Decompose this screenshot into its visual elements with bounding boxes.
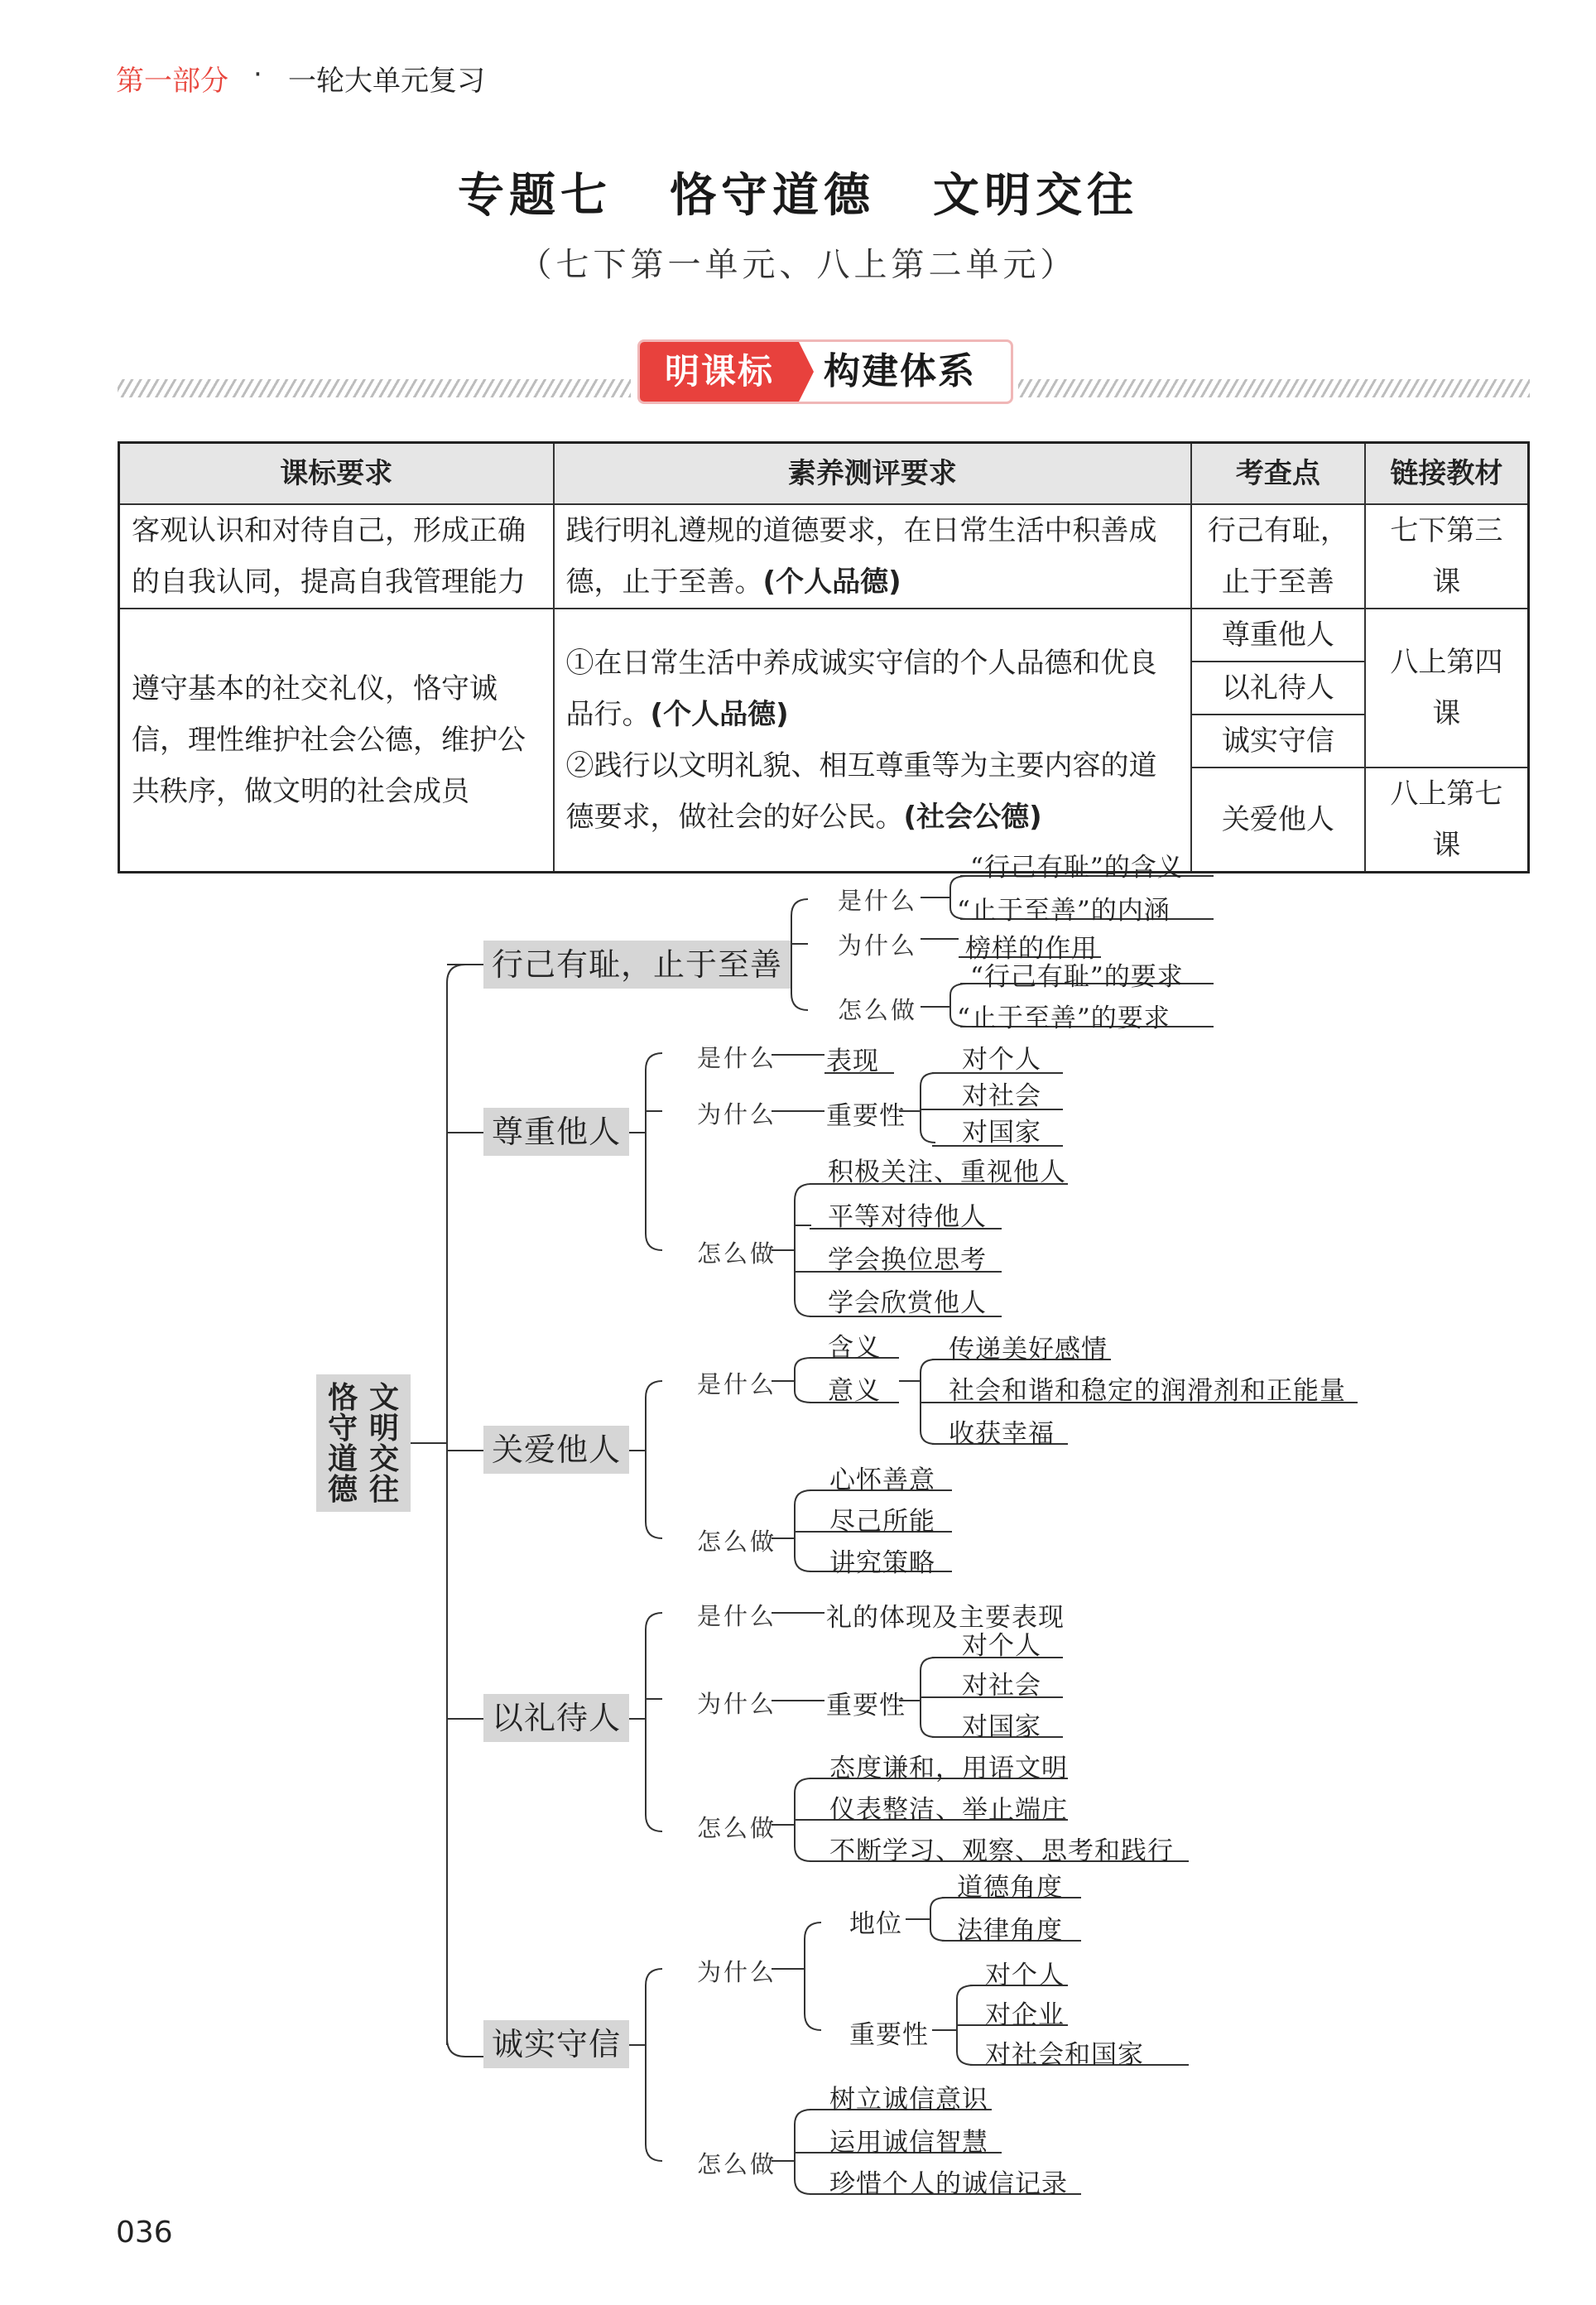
leaf-item: 尽己所能 — [829, 1507, 935, 1537]
page-subtitle: （七下第一单元、八上第二单元） — [518, 246, 1078, 284]
branch-label-why: 为什么 — [697, 1958, 777, 1986]
leaf-item: “止于至善”的要求 — [957, 1003, 1171, 1033]
leaf-item: 重要性 — [826, 1691, 906, 1720]
table-cell-requirement: 遵守基本的社交礼仪，恪守诚信，理性维护社会公德，维护公共秩序，做文明的社会成员 — [119, 609, 554, 873]
table-cell-book: 八上第七课 — [1365, 768, 1529, 873]
table-cell-book: 七下第三课 — [1365, 504, 1529, 609]
branch-label-what: 是什么 — [697, 1044, 777, 1072]
header-separator: · — [253, 58, 262, 91]
branch-label-how: 怎么做 — [697, 1814, 777, 1842]
leaf-item: 重要性 — [826, 1101, 906, 1131]
eval-tag: (个人品德) — [650, 698, 789, 731]
eval-text: ①在日常生活中养成诚实守信的个人品德和优良品行。 — [565, 647, 1157, 731]
leaf-item: 传递美好感情 — [949, 1335, 1108, 1364]
leaf-item: 树立诚信意识 — [829, 2085, 988, 2115]
mindmap-root — [316, 1374, 411, 1512]
root-text-a: 文明交往 — [368, 1381, 399, 1507]
page-number: 036 — [116, 2216, 173, 2250]
leaf-item: 对社会和国家 — [985, 2040, 1144, 2070]
leaf-item: 态度谦和，用语文明 — [829, 1754, 1068, 1783]
leaf-item: 不断学习、观察、思考和践行 — [829, 1836, 1174, 1866]
table-cell-point: 关爱他人 — [1191, 768, 1365, 873]
title-part2: 文明交往 — [933, 169, 1138, 223]
root-text-b: 恪守道德 — [327, 1381, 358, 1507]
branch-label-how: 怎么做 — [697, 1239, 777, 1268]
table-header-cell: 课标要求 — [119, 443, 554, 505]
table-cell-requirement: 客观认识和对待自己，形成正确的自我认同，提高自我管理能力 — [119, 504, 554, 609]
leaf-item: 对个人 — [962, 1631, 1041, 1661]
leaf-item: 讲究策略 — [829, 1548, 935, 1578]
leaf-item: 收获幸福 — [949, 1419, 1055, 1449]
leaf-item: 对社会 — [962, 1081, 1041, 1111]
leaf-item: 学会欣赏他人 — [828, 1288, 987, 1318]
leaf-item: 珍惜个人的诚信记录 — [829, 2169, 1068, 2199]
table-cell-book: 八上第四课 — [1365, 609, 1529, 768]
eval-tag: (社会公德) — [903, 801, 1042, 834]
leaf-item: 法律角度 — [957, 1916, 1063, 1946]
eval-text: ②践行以文明礼貌、相互尊重等为主要内容的道德要求，做社会的好公民。 — [565, 749, 1157, 834]
leaf-item: 礼的体现及主要表现 — [826, 1603, 1065, 1633]
title-topic: 专题七 — [458, 169, 612, 223]
leaf-item: 社会和谐和稳定的润滑剂和正能量 — [949, 1376, 1346, 1406]
leaf-item: 对个人 — [962, 1045, 1041, 1075]
branch-node: 关爱他人 — [483, 1426, 629, 1474]
leaf-item: 对国家 — [962, 1118, 1041, 1148]
branch-label-why: 为什么 — [697, 1100, 777, 1128]
banner-left-label: 明课标 — [640, 342, 799, 402]
leaf-item: 对社会 — [962, 1671, 1041, 1701]
leaf-item: “行己有耻”的含义 — [970, 853, 1184, 883]
leaf-item: 地位 — [849, 1909, 902, 1939]
leaf-item: 道德角度 — [957, 1873, 1063, 1903]
leaf-item: 对个人 — [985, 1961, 1065, 1990]
title-part1: 恪守道德 — [670, 169, 875, 223]
branch-node: 行己有耻，止于至善 — [483, 941, 791, 989]
branch-label-what: 是什么 — [838, 887, 918, 915]
leaf-item: 运用诚信智慧 — [829, 2128, 988, 2158]
eval-tag: (个人品德) — [762, 565, 901, 599]
leaf-item: 学会换位思考 — [828, 1245, 987, 1275]
leaf-item: 平等对待他人 — [828, 1202, 987, 1232]
table-cell-point: 尊重他人 — [1191, 609, 1365, 662]
branch-label-how: 怎么做 — [697, 2150, 777, 2178]
table-header-cell: 链接教材 — [1365, 443, 1529, 505]
table-header-cell: 考查点 — [1191, 443, 1365, 505]
leaf-item: “行己有耻”的要求 — [970, 962, 1184, 992]
branch-label-what: 是什么 — [697, 1370, 777, 1398]
header-part-label: 第一部分 — [116, 65, 228, 98]
eval-text: 践行明礼遵规的道德要求，在日常生活中积善成德，止于至善。 — [565, 514, 1157, 599]
leaf-item: 榜样的作用 — [965, 934, 1098, 964]
branch-label-why: 为什么 — [697, 1690, 777, 1718]
branch-node: 尊重他人 — [483, 1108, 629, 1156]
leaf-item: 对企业 — [985, 2000, 1065, 2030]
leaf-item: 对国家 — [962, 1712, 1041, 1742]
branch-node: 诚实守信 — [483, 2020, 629, 2068]
branch-node: 以礼待人 — [483, 1694, 629, 1742]
leaf-item: “止于至善”的内涵 — [957, 896, 1171, 926]
leaf-item: 含义 — [828, 1333, 881, 1363]
table-cell-point: 行己有耻，止于至善 — [1191, 504, 1365, 609]
leaf-item: 意义 — [828, 1376, 881, 1406]
leaf-item: 心怀善意 — [829, 1465, 935, 1495]
branch-label-what: 是什么 — [697, 1602, 777, 1630]
header-section-label: 一轮大单元复习 — [288, 65, 485, 98]
leaf-item: 表现 — [826, 1047, 879, 1076]
table-cell-point: 诚实守信 — [1191, 715, 1365, 768]
leaf-item: 重要性 — [849, 2020, 929, 2050]
leaf-item: 积极关注、重视他人 — [828, 1157, 1066, 1187]
leaf-item: 仪表整洁、举止端庄 — [829, 1795, 1068, 1825]
branch-label-how: 怎么做 — [697, 1528, 777, 1556]
table-cell-point: 以礼待人 — [1191, 662, 1365, 715]
branch-label-why: 为什么 — [838, 931, 918, 960]
table-header-cell: 素养测评要求 — [554, 443, 1191, 505]
banner-right-label: 构建体系 — [824, 350, 976, 392]
branch-label-how: 怎么做 — [838, 996, 918, 1024]
